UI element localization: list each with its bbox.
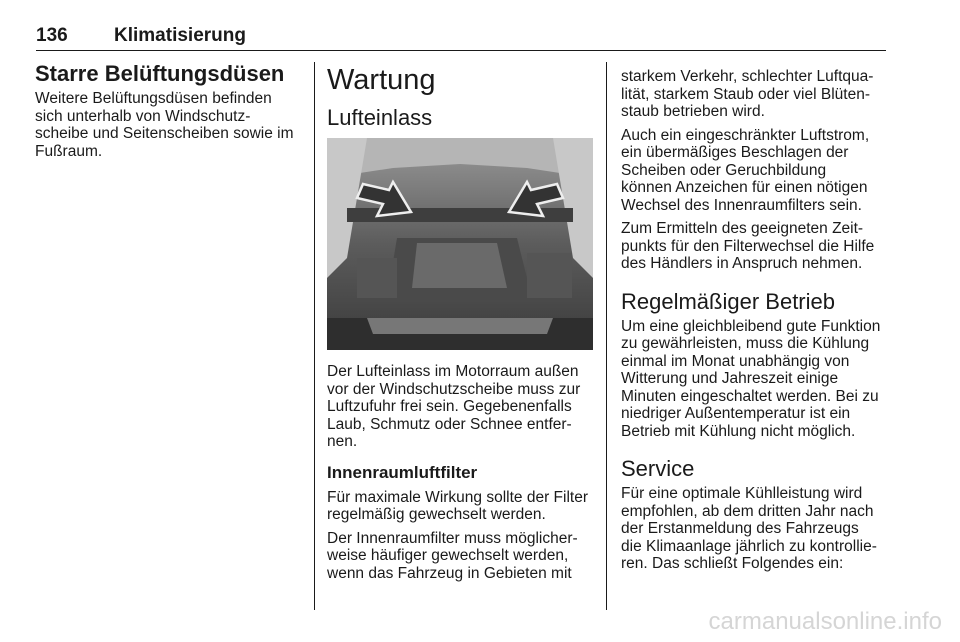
text-line: Der Lufteinlass im Motorraum außen (327, 363, 579, 380)
text-line: Zum Ermitteln des geeigneten Zeit- (621, 220, 864, 237)
text-line: Witterung und Jahreszeit einige (621, 370, 839, 387)
text-line: Für eine optimale Kühlleistung wird (621, 485, 863, 502)
engine-bay-illustration (327, 138, 593, 350)
column-divider-1 (314, 62, 315, 610)
filter-timing-paragraph (621, 220, 889, 273)
text-line: ein übermäßiges Beschlagen der (621, 144, 849, 161)
text-line: Weitere Belüftungsdüsen befinden (35, 90, 272, 107)
column-1 (35, 60, 303, 160)
column-divider-2 (606, 62, 607, 610)
text-line: zu gewährleisten, muss die Kühlung (621, 335, 870, 352)
text-line: die Klimaanlage jährlich zu kontrollie- (621, 537, 877, 555)
air-intake-paragraph (327, 363, 593, 451)
section-heading-regular-operation: Regelmäßiger Betrieb (621, 288, 835, 314)
section-heading-maintenance: Wartung (327, 64, 436, 96)
cabin-filter-paragraph-2 (327, 530, 593, 583)
text-line: Scheiben oder Geruchbildung (621, 161, 827, 179)
section-heading-service: Service (621, 456, 695, 481)
column-2-text (327, 363, 593, 582)
chapter-title: Klimatisierung (114, 25, 246, 46)
engine-bay-photo (327, 138, 593, 350)
text-line: Wechsel des Innenraumfilters sein. (621, 196, 862, 214)
text-line: weise häufiger gewechselt werden, (327, 547, 569, 564)
text-line: Für maximale Wirkung sollte der Filter (327, 488, 588, 506)
text-line: Laub, Schmutz oder Schnee entfer- (327, 415, 572, 433)
fixed-vents-paragraph (35, 90, 303, 160)
text-line: sich unterhalb von Windschutz- (35, 107, 251, 125)
column-3 (621, 68, 889, 573)
text-line: Luftzufuhr frei sein. Gegebenenfalls (327, 398, 572, 415)
section-heading-fixed-vents: Starre Belüftungsdüsen (35, 61, 285, 86)
page-header (36, 25, 886, 47)
text-line: der Erstanmeldung des Fahrzeugs (621, 520, 859, 537)
service-paragraph (621, 485, 889, 573)
text-line: staub betrieben wird. (621, 103, 765, 120)
header-rule (36, 50, 886, 51)
cabin-filter-paragraph-1 (327, 489, 593, 524)
subheading-air-intake: Lufteinlass (327, 105, 433, 130)
text-line: lität, starkem Staub oder viel Blüten- (621, 85, 870, 103)
text-line: ren. Das schließt Folgendes ein: (621, 555, 844, 572)
text-line: Fußraum. (35, 142, 103, 160)
text-line: empfohlen, ab dem dritten Jahr nach (621, 502, 874, 520)
text-line: Betrieb mit Kühlung nicht möglich. (621, 422, 856, 440)
text-line: starkem Verkehr, schlechter Luftqua- (621, 68, 874, 85)
text-line: punkts für den Filterwechsel die Hilfe (621, 237, 875, 255)
text-line: Minuten eingeschaltet werden. Bei zu (621, 387, 879, 405)
text-line: wenn das Fahrzeug in Gebieten mit (327, 564, 572, 582)
watermark: carmanualsonline.info (708, 608, 942, 635)
text-line: Der Innenraumfilter muss möglicher- (327, 529, 578, 547)
text-line: einmal im Monat unabhängig von (621, 352, 850, 370)
text-line: niedriger Außentemperatur ist ein (621, 405, 851, 422)
filter-paragraph-continued (621, 68, 889, 121)
text-line: Auch ein eingeschränkter Luftstrom, (621, 126, 870, 144)
page-number: 136 (36, 25, 68, 46)
text-line: vor der Windschutzscheibe muss zur (327, 380, 581, 398)
text-line: Um eine gleichbleibend gute Funktion (621, 317, 881, 335)
filter-signs-paragraph (621, 127, 889, 215)
text-line: können Anzeichen für einen nötigen (621, 179, 868, 196)
text-line: regelmäßig gewechselt werden. (327, 506, 546, 523)
subheading-cabin-filter: Innenraumluftfilter (327, 462, 478, 482)
text-line: scheibe und Seitenscheiben sowie im (35, 125, 294, 142)
column-2 (327, 63, 593, 131)
text-line: nen. (327, 433, 358, 450)
text-line: des Händlers in Anspruch nehmen. (621, 255, 863, 272)
regular-operation-paragraph (621, 318, 889, 441)
